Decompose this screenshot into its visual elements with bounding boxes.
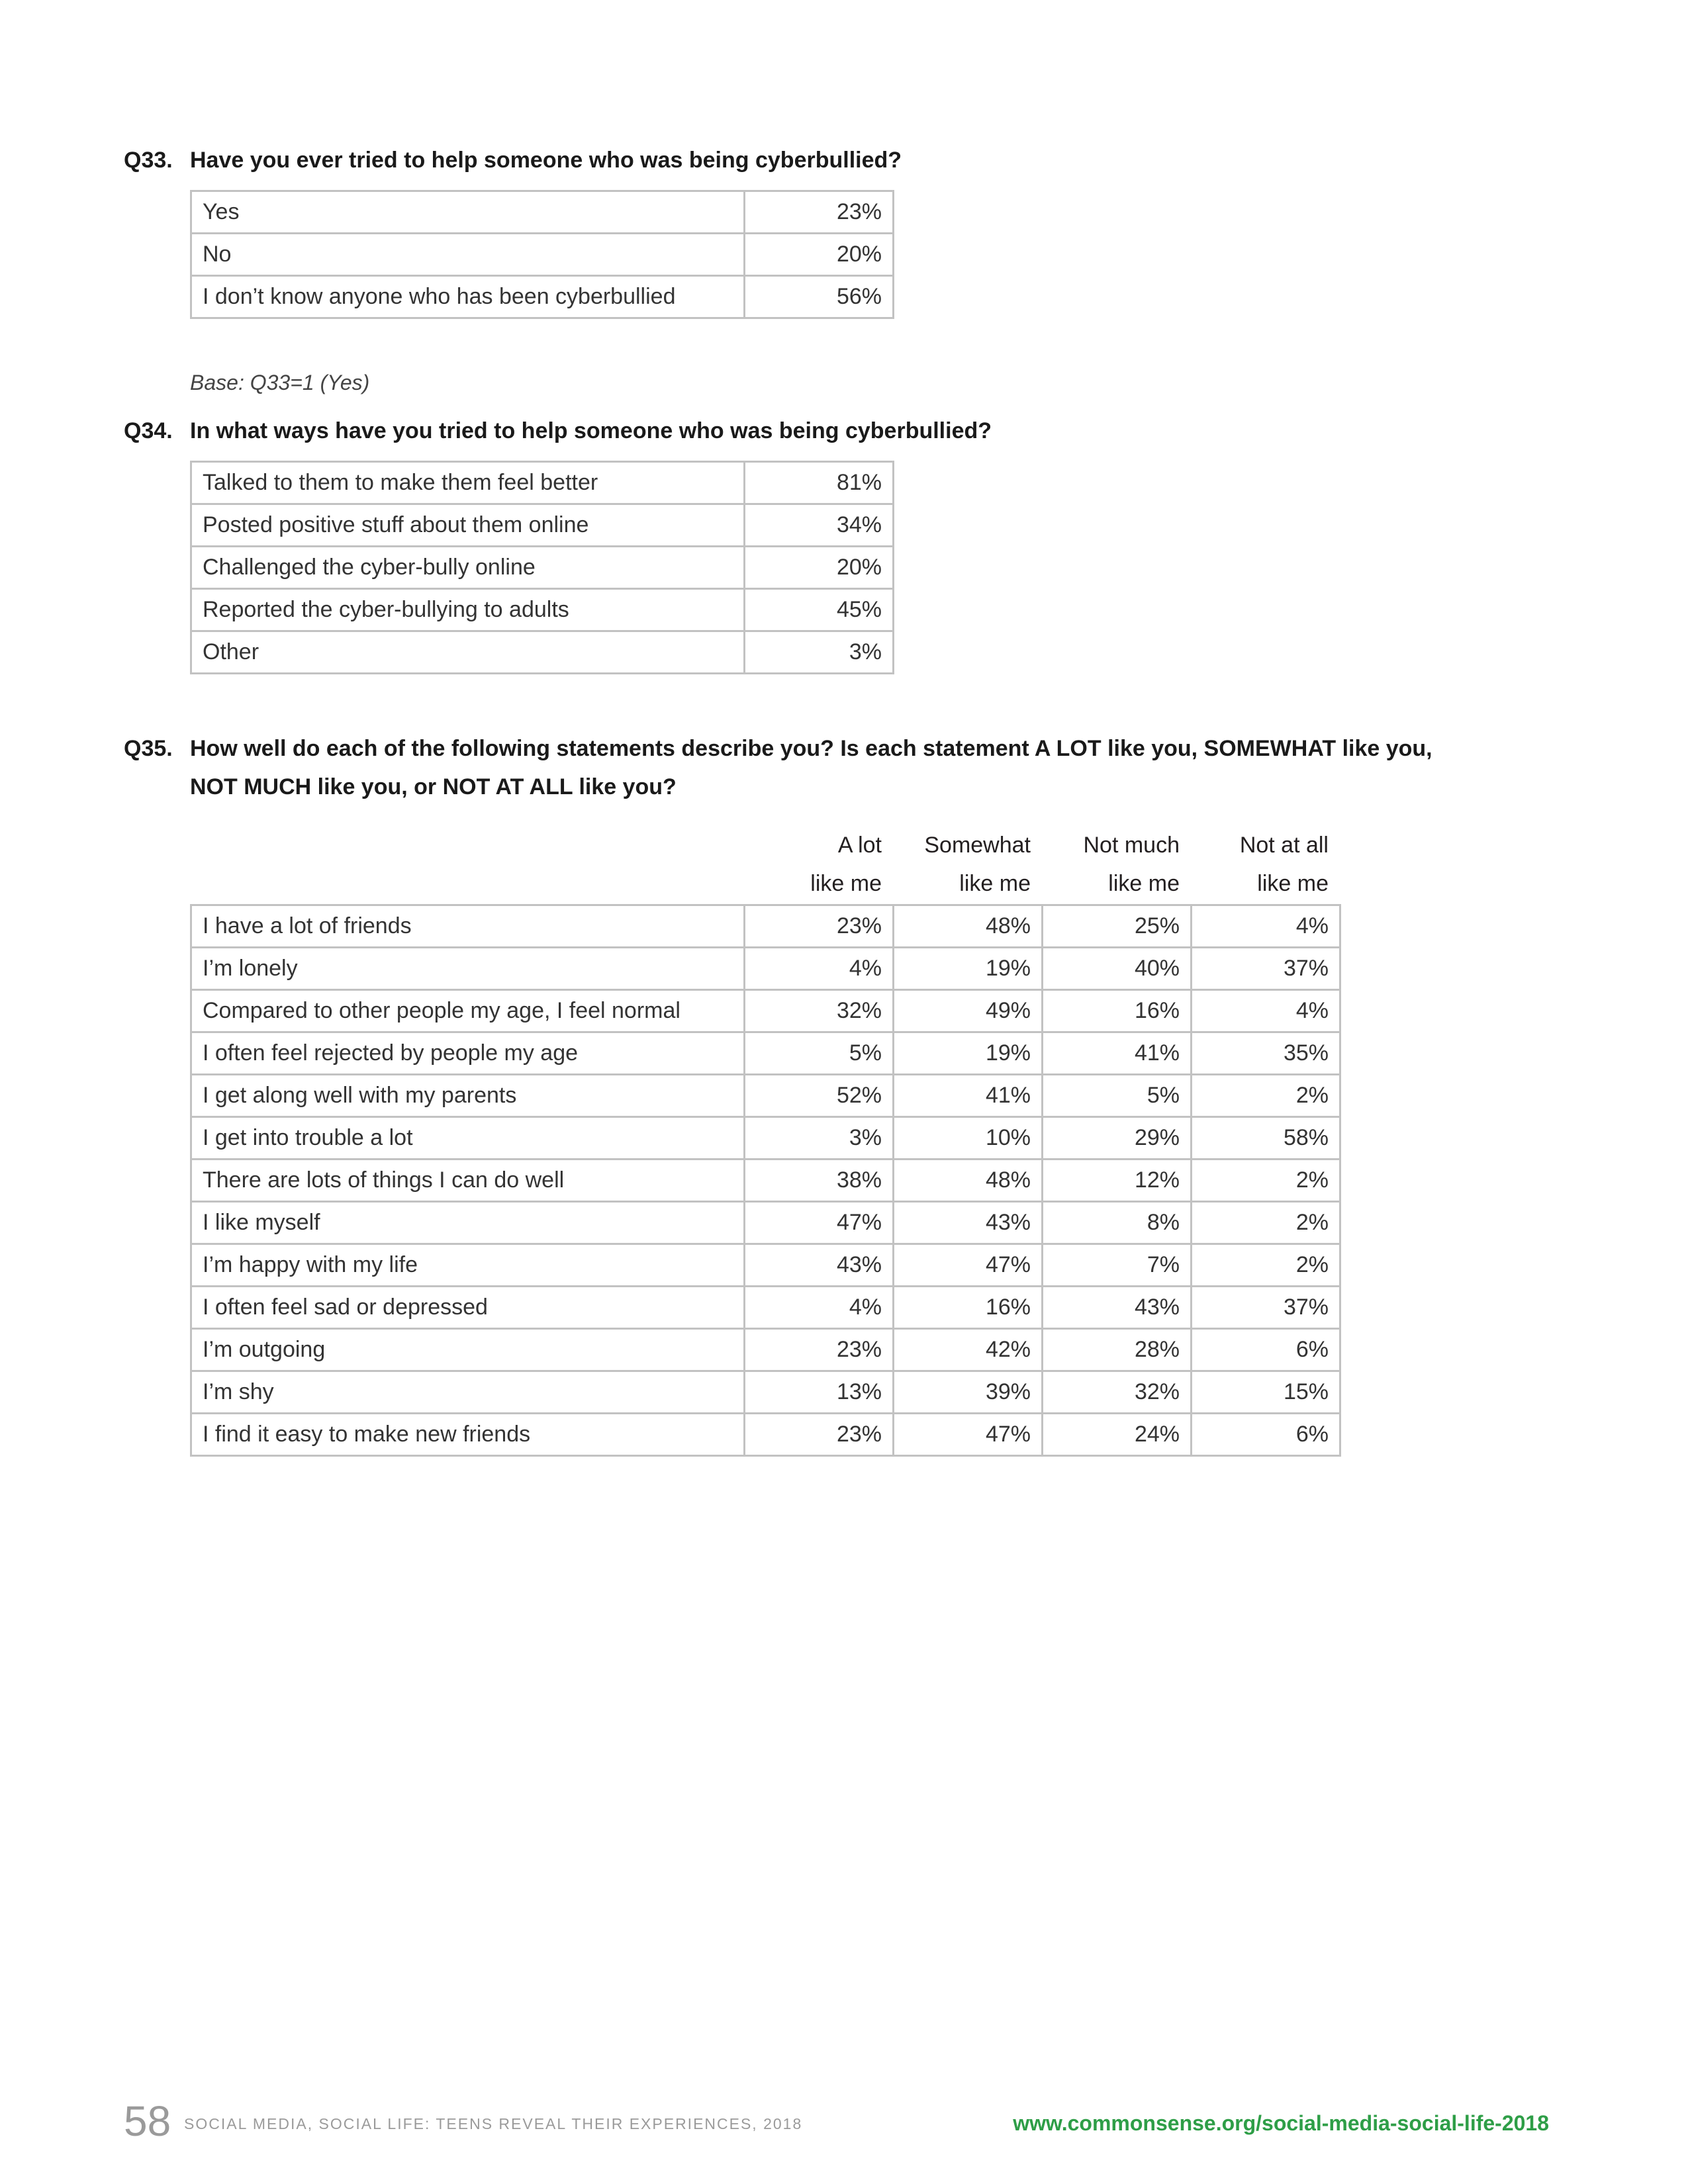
row-value: 12% <box>1043 1160 1192 1202</box>
row-value: 16% <box>894 1287 1043 1329</box>
row-label: Yes <box>191 191 745 234</box>
row-value: 34% <box>745 504 894 547</box>
row-value: 3% <box>745 631 894 674</box>
table-row <box>191 1329 1340 1371</box>
table-row <box>191 948 1340 990</box>
row-value: 32% <box>1043 1371 1192 1414</box>
row-label: I have a lot of friends <box>191 905 745 948</box>
publication-title: SOCIAL MEDIA, SOCIAL LIFE: TEENS REVEAL THEIR EXPERIENCES, 2018 <box>184 2115 803 2132</box>
row-label: I’m shy <box>191 1371 745 1414</box>
column-header-line1: Not much <box>1083 833 1180 858</box>
table-row <box>191 1287 1340 1329</box>
row-value: 5% <box>1043 1075 1192 1117</box>
row-value: 42% <box>894 1329 1043 1371</box>
q33-heading <box>124 141 1514 179</box>
row-value: 10% <box>894 1117 1043 1160</box>
column-header-a-lot <box>743 826 892 903</box>
table-row <box>191 631 894 674</box>
row-value: 29% <box>1043 1117 1192 1160</box>
row-label: I often feel rejected by people my age <box>191 1032 745 1075</box>
row-value: 19% <box>894 1032 1043 1075</box>
q33-table <box>190 190 894 319</box>
row-value: 7% <box>1043 1244 1192 1287</box>
row-label: I often feel sad or depressed <box>191 1287 745 1329</box>
row-value: 41% <box>894 1075 1043 1117</box>
row-value: 32% <box>745 990 894 1032</box>
row-value: 48% <box>894 905 1043 948</box>
q33-question: Have you ever tried to help someone who was being cyberbullied? <box>190 148 902 173</box>
row-value: 56% <box>745 276 894 318</box>
row-label: I’m happy with my life <box>191 1244 745 1287</box>
row-value: 48% <box>894 1160 1043 1202</box>
table-row <box>191 1032 1340 1075</box>
row-label: I get along well with my parents <box>191 1075 745 1117</box>
row-value: 20% <box>745 547 894 589</box>
row-label: No <box>191 234 745 276</box>
table-row <box>191 1202 1340 1244</box>
column-header-line1: Not at all <box>1239 833 1329 858</box>
table-row <box>191 191 894 234</box>
row-value: 4% <box>1192 990 1340 1032</box>
row-value: 5% <box>745 1032 894 1075</box>
column-header-line2: like me <box>1257 871 1329 896</box>
table-row <box>191 1117 1340 1160</box>
table-row <box>191 276 894 318</box>
column-header-line1: Somewhat <box>924 833 1031 858</box>
row-value: 81% <box>745 462 894 504</box>
table-row <box>191 1244 1340 1287</box>
row-value: 58% <box>1192 1117 1340 1160</box>
row-label: I find it easy to make new friends <box>191 1414 745 1456</box>
row-value: 20% <box>745 234 894 276</box>
row-value: 37% <box>1192 948 1340 990</box>
row-value: 43% <box>894 1202 1043 1244</box>
table-row <box>191 1414 1340 1456</box>
column-header-not-at-all <box>1190 826 1339 903</box>
row-label: Challenged the cyber-bully online <box>191 547 745 589</box>
q35-table <box>190 904 1341 1457</box>
base-note: Base: Q33=1 (Yes) <box>190 371 370 394</box>
row-value: 47% <box>745 1202 894 1244</box>
row-value: 2% <box>1192 1202 1340 1244</box>
q33-number: Q33. <box>124 148 173 173</box>
table-row <box>191 589 894 631</box>
row-value: 43% <box>745 1244 894 1287</box>
row-value: 4% <box>1192 905 1340 948</box>
row-value: 52% <box>745 1075 894 1117</box>
column-header-not-much <box>1041 826 1190 903</box>
row-value: 13% <box>745 1371 894 1414</box>
row-value: 8% <box>1043 1202 1192 1244</box>
table-row <box>191 1160 1340 1202</box>
row-label: Talked to them to make them feel better <box>191 462 745 504</box>
row-value: 23% <box>745 191 894 234</box>
row-value: 6% <box>1192 1414 1340 1456</box>
row-value: 43% <box>1043 1287 1192 1329</box>
column-header-line1: A lot <box>837 833 882 858</box>
row-value: 25% <box>1043 905 1192 948</box>
table-row <box>191 905 1340 948</box>
row-value: 23% <box>745 1414 894 1456</box>
q35-heading <box>124 729 1514 806</box>
q34-question: In what ways have you tried to help someone who was being cyberbullied? <box>190 418 992 443</box>
column-header-somewhat <box>892 826 1041 903</box>
row-value: 6% <box>1192 1329 1340 1371</box>
row-value: 24% <box>1043 1414 1192 1456</box>
row-label: I don’t know anyone who has been cyberbullied <box>191 276 745 318</box>
row-value: 28% <box>1043 1329 1192 1371</box>
row-value: 15% <box>1192 1371 1340 1414</box>
row-label: Other <box>191 631 745 674</box>
row-value: 4% <box>745 1287 894 1329</box>
row-value: 37% <box>1192 1287 1340 1329</box>
row-value: 39% <box>894 1371 1043 1414</box>
table-row <box>191 990 1340 1032</box>
q35-question-line2: NOT MUCH like you, or NOT AT ALL like you? <box>190 774 677 799</box>
table-row <box>191 462 894 504</box>
q34-table <box>190 461 894 674</box>
column-header-line2: like me <box>1108 871 1180 896</box>
row-value: 3% <box>745 1117 894 1160</box>
page-number: 58 <box>124 2097 171 2145</box>
q35-number: Q35. <box>124 736 173 761</box>
row-value: 41% <box>1043 1032 1192 1075</box>
table-row <box>191 234 894 276</box>
table-row <box>191 1371 1340 1414</box>
row-value: 2% <box>1192 1075 1340 1117</box>
row-value: 38% <box>745 1160 894 1202</box>
row-value: 35% <box>1192 1032 1340 1075</box>
row-value: 47% <box>894 1414 1043 1456</box>
row-value: 40% <box>1043 948 1192 990</box>
column-header-line2: like me <box>810 871 882 896</box>
row-label: I get into trouble a lot <box>191 1117 745 1160</box>
q35-question-line1: How well do each of the following statements describe you? Is each statement A LOT like you, SOMEWHAT like you, <box>190 736 1432 761</box>
column-header-line2: like me <box>959 871 1031 896</box>
row-label: Compared to other people my age, I feel normal <box>191 990 745 1032</box>
row-value: 47% <box>894 1244 1043 1287</box>
row-value: 16% <box>1043 990 1192 1032</box>
row-value: 49% <box>894 990 1043 1032</box>
row-label: Reported the cyber-bullying to adults <box>191 589 745 631</box>
row-value: 2% <box>1192 1160 1340 1202</box>
row-value: 45% <box>745 589 894 631</box>
footer-url-link[interactable]: www.commonsense.org/social-media-social-life-2018 <box>1013 2111 1549 2135</box>
row-value: 4% <box>745 948 894 990</box>
q34-heading <box>124 412 1514 450</box>
row-value: 23% <box>745 1329 894 1371</box>
row-label: There are lots of things I can do well <box>191 1160 745 1202</box>
row-label: I like myself <box>191 1202 745 1244</box>
table-row <box>191 504 894 547</box>
table-row <box>191 1075 1340 1117</box>
row-value: 2% <box>1192 1244 1340 1287</box>
q34-number: Q34. <box>124 418 173 443</box>
row-value: 23% <box>745 905 894 948</box>
row-value: 19% <box>894 948 1043 990</box>
row-label: I’m lonely <box>191 948 745 990</box>
row-label: Posted positive stuff about them online <box>191 504 745 547</box>
table-row <box>191 547 894 589</box>
row-label: I’m outgoing <box>191 1329 745 1371</box>
